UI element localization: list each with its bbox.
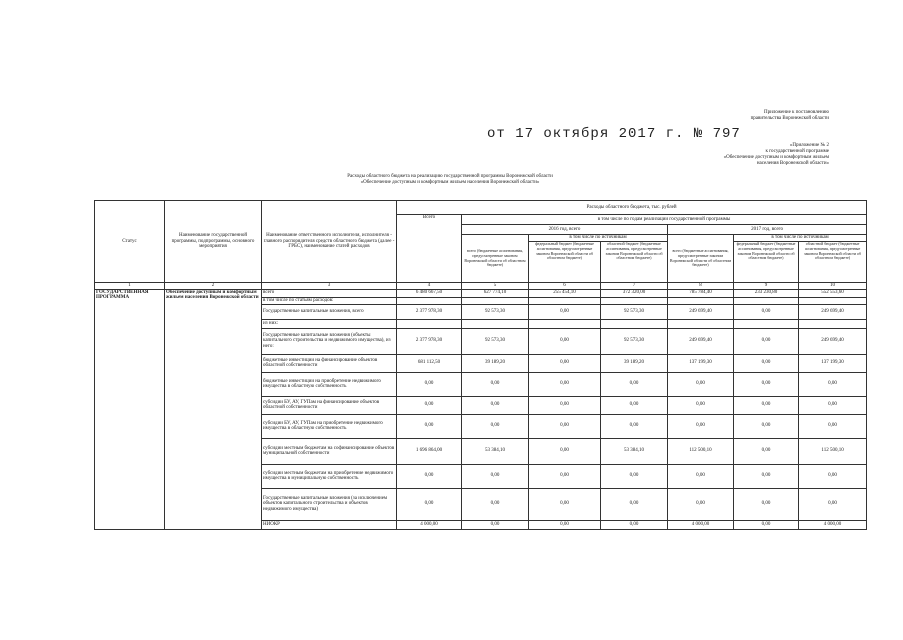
row-label: субсидии БУ, АУ, ГУПам на приобретение недвижимого имущества в областную собственность bbox=[262, 414, 397, 438]
value-cell bbox=[601, 297, 668, 304]
row-label: бюджетные инвестиции на приобретение недвижимого имущества в областную собственность bbox=[262, 372, 397, 396]
col-number: 2 bbox=[165, 283, 262, 290]
value-cell: 92 573,30 bbox=[462, 328, 529, 354]
value-cell: 249 699,40 bbox=[668, 304, 734, 319]
row-label: субсидии местным бюджетам на приобретение недвижимого имущества в муниципальную собственность bbox=[262, 464, 397, 488]
header-2016-total: всего (бюджетные ассигнования, предусмотренные законом Воронежской области об областном бюджете) bbox=[462, 235, 529, 283]
value-cell bbox=[799, 297, 867, 304]
value-cell: 255 454,10 bbox=[529, 289, 601, 297]
header-total: Всего bbox=[397, 215, 462, 283]
value-cell: 0,00 bbox=[734, 328, 799, 354]
header-2016-sources: в том числе по источникам bbox=[529, 235, 668, 242]
value-cell: 92 573,30 bbox=[601, 328, 668, 354]
value-cell: 53 384,10 bbox=[601, 438, 668, 464]
value-cell: 0,00 bbox=[668, 414, 734, 438]
row-label: в том числе по статьям расходов: bbox=[262, 297, 397, 304]
table-row bbox=[95, 289, 867, 297]
row-label: бюджетные инвестиции на финансирование объектов областной собственности bbox=[262, 354, 397, 372]
col-number: 6 bbox=[529, 283, 601, 290]
value-cell: 0,00 bbox=[397, 372, 462, 396]
value-cell: 0,00 bbox=[397, 396, 462, 414]
value-cell: 0,00 bbox=[668, 488, 734, 520]
header-2017-federal: федеральный бюджет (бюджетные ассигнования, предусмотренные законом Воронежской области об областном бюджете) bbox=[734, 242, 799, 283]
value-cell: 0,00 bbox=[397, 488, 462, 520]
decree-date-stamp: от 17 октября 2017 г. № 797 bbox=[487, 126, 741, 142]
header-year-2017: 2017 год, всего bbox=[668, 225, 867, 235]
value-cell: 0,00 bbox=[462, 464, 529, 488]
value-cell: 0,00 bbox=[734, 396, 799, 414]
value-cell bbox=[668, 297, 734, 304]
header-year-2016: 2016 год, всего bbox=[462, 225, 668, 235]
value-cell: 0,00 bbox=[529, 464, 601, 488]
value-cell: 4 000,00 bbox=[668, 520, 734, 529]
document-title bbox=[250, 174, 650, 186]
appendix-header bbox=[751, 110, 829, 122]
value-cell: 1 696 864,00 bbox=[397, 438, 462, 464]
value-cell: 0,00 bbox=[668, 372, 734, 396]
value-cell: 0,00 bbox=[529, 520, 601, 529]
value-cell: 785 784,40 bbox=[668, 289, 734, 297]
header-2017-regional: областной бюджет (бюджетные ассигнования, предусмотренные законом Воронежской области об областном бюджете) bbox=[799, 242, 867, 283]
value-cell: 0,00 bbox=[601, 520, 668, 529]
value-cell: 233 230,80 bbox=[734, 289, 799, 297]
value-cell bbox=[397, 297, 462, 304]
value-cell: 92 573,30 bbox=[462, 304, 529, 319]
row-label: Государственные капитальные вложения (за исключением объектов капитального строительства и объектов недвижимого имущества) bbox=[262, 488, 397, 520]
value-cell: 249 699,40 bbox=[799, 328, 867, 354]
appendix-line: правительства Воронежской области bbox=[750, 116, 829, 121]
row-label: всего bbox=[262, 289, 397, 297]
column-numbers-row bbox=[95, 283, 867, 290]
value-cell: 112 500,10 bbox=[799, 438, 867, 464]
value-cell bbox=[462, 319, 529, 328]
value-cell: 0,00 bbox=[397, 414, 462, 438]
appendix-line: к государственной программе bbox=[765, 149, 829, 154]
value-cell: 0,00 bbox=[529, 414, 601, 438]
value-cell: 0,00 bbox=[529, 304, 601, 319]
appendix-program-header bbox=[724, 143, 829, 167]
value-cell bbox=[397, 319, 462, 328]
col-number: 7 bbox=[601, 283, 668, 290]
value-cell: 2 377 978,30 bbox=[397, 304, 462, 319]
value-cell: 0,00 bbox=[799, 396, 867, 414]
col-number: 1 bbox=[95, 283, 165, 290]
value-cell: 0,00 bbox=[462, 520, 529, 529]
value-cell bbox=[462, 297, 529, 304]
row-label: субсидии БУ, АУ, ГУПам на финансирование объектов областной собственности bbox=[262, 396, 397, 414]
appendix-line: «Обеспечение доступным и комфортным жильем bbox=[723, 155, 829, 160]
value-cell: 0,00 bbox=[462, 396, 529, 414]
row-label: субсидии местным бюджетам на софинансирование объектов муниципальной собственности bbox=[262, 438, 397, 464]
header-2016-federal: федеральный бюджет (бюджетные ассигнования, предусмотренные законом Воронежской области об областном бюджете) bbox=[529, 242, 601, 283]
value-cell: 112 500,10 bbox=[668, 438, 734, 464]
header-expenses: Расходы областного бюджета, тыс. рублей bbox=[397, 201, 867, 215]
row-label: НИОКР bbox=[262, 520, 397, 529]
value-cell bbox=[529, 297, 601, 304]
col-number: 8 bbox=[668, 283, 734, 290]
header-2016-regional: областной бюджет (бюджетные ассигнования, предусмотренные законом Воронежской области об областном бюджете) bbox=[601, 242, 668, 283]
status-cell: ГОСУДАРСТВЕННАЯ ПРОГРАММА bbox=[95, 289, 165, 529]
value-cell bbox=[529, 319, 601, 328]
value-cell: 0,00 bbox=[601, 488, 668, 520]
value-cell: 249 699,40 bbox=[799, 304, 867, 319]
title-line: Расходы областного бюджета на реализацию государственной программы Воронежской области bbox=[347, 174, 553, 179]
value-cell: 39 189,20 bbox=[601, 354, 668, 372]
value-cell bbox=[799, 319, 867, 328]
value-cell: 92 573,30 bbox=[601, 304, 668, 319]
value-cell: 0,00 bbox=[529, 438, 601, 464]
row-label: из них: bbox=[262, 319, 397, 328]
value-cell: 0,00 bbox=[734, 464, 799, 488]
value-cell: 0,00 bbox=[462, 372, 529, 396]
col-number: 9 bbox=[734, 283, 799, 290]
header-2017-sources: в том числе по источникам bbox=[734, 235, 867, 242]
col-number: 3 bbox=[262, 283, 397, 290]
value-cell: 681 112,50 bbox=[397, 354, 462, 372]
value-cell: 0,00 bbox=[734, 520, 799, 529]
value-cell: 2 377 978,30 bbox=[397, 328, 462, 354]
value-cell: 0,00 bbox=[799, 414, 867, 438]
value-cell bbox=[734, 319, 799, 328]
row-label: Государственные капитальные вложения (объекты капитального строительства и недвижимого имущества), из него: bbox=[262, 328, 397, 354]
value-cell: 0,00 bbox=[668, 464, 734, 488]
value-cell: 0,00 bbox=[601, 396, 668, 414]
value-cell bbox=[668, 319, 734, 328]
appendix-line: Приложение к постановлению bbox=[763, 110, 829, 115]
value-cell: 0,00 bbox=[397, 464, 462, 488]
value-cell: 137 199,30 bbox=[668, 354, 734, 372]
value-cell: 39 189,20 bbox=[462, 354, 529, 372]
value-cell: 0,00 bbox=[601, 464, 668, 488]
header-responsible: Наименование ответственного исполнителя, исполнителя - главного распорядителя средств областного бюджета (далее - ГРБС), наименование статей расходов bbox=[262, 201, 397, 283]
header-by-years: в том числе по годам реализации государственной программы bbox=[462, 215, 867, 225]
value-cell bbox=[734, 297, 799, 304]
value-cell: 4 000,00 bbox=[397, 520, 462, 529]
value-cell: 0,00 bbox=[601, 372, 668, 396]
value-cell bbox=[601, 319, 668, 328]
value-cell: 0,00 bbox=[529, 328, 601, 354]
header-2017-total: всего (бюджетные ассигнования, предусмотренные законом Воронежской области об областном бюджете) bbox=[668, 235, 734, 283]
appendix-line: «Приложение № 2 bbox=[789, 143, 829, 148]
value-cell: 0,00 bbox=[799, 372, 867, 396]
value-cell: 0,00 bbox=[668, 396, 734, 414]
appendix-line: населения Воронежской области» bbox=[756, 161, 829, 166]
value-cell: 0,00 bbox=[529, 354, 601, 372]
expenses-table bbox=[94, 200, 867, 530]
header-program: Наименование государственной программы, подпрограммы, основного мероприятия bbox=[165, 201, 262, 283]
table-body bbox=[95, 289, 867, 529]
value-cell: 137 199,30 bbox=[799, 354, 867, 372]
value-cell: 552 553,60 bbox=[799, 289, 867, 297]
value-cell: 627 774,10 bbox=[462, 289, 529, 297]
header-status: Статус bbox=[95, 201, 165, 283]
value-cell: 0,00 bbox=[734, 414, 799, 438]
value-cell: 0,00 bbox=[734, 304, 799, 319]
value-cell: 0,00 bbox=[462, 414, 529, 438]
value-cell: 6 480 667,50 bbox=[397, 289, 462, 297]
col-number: 5 bbox=[462, 283, 529, 290]
value-cell: 0,00 bbox=[462, 488, 529, 520]
value-cell: 4 000,00 bbox=[799, 520, 867, 529]
value-cell: 0,00 bbox=[734, 372, 799, 396]
value-cell: 0,00 bbox=[529, 488, 601, 520]
value-cell: 0,00 bbox=[734, 488, 799, 520]
value-cell: 0,00 bbox=[799, 464, 867, 488]
title-line: «Обеспечение доступным и комфортным жильем населения Воронежской области» bbox=[360, 180, 540, 185]
value-cell: 249 699,40 bbox=[668, 328, 734, 354]
value-cell: 0,00 bbox=[734, 354, 799, 372]
col-number: 10 bbox=[799, 283, 867, 290]
row-label: Государственные капитальные вложения, всего bbox=[262, 304, 397, 319]
value-cell: 53 384,10 bbox=[462, 438, 529, 464]
col-number: 4 bbox=[397, 283, 462, 290]
program-cell: Обеспечение доступным и комфортным жильем населения Воронежской области bbox=[165, 289, 262, 529]
value-cell: 0,00 bbox=[734, 438, 799, 464]
value-cell: 0,00 bbox=[601, 414, 668, 438]
value-cell: 0,00 bbox=[799, 488, 867, 520]
value-cell: 0,00 bbox=[529, 396, 601, 414]
value-cell: 372 320,00 bbox=[601, 289, 668, 297]
value-cell: 0,00 bbox=[529, 372, 601, 396]
